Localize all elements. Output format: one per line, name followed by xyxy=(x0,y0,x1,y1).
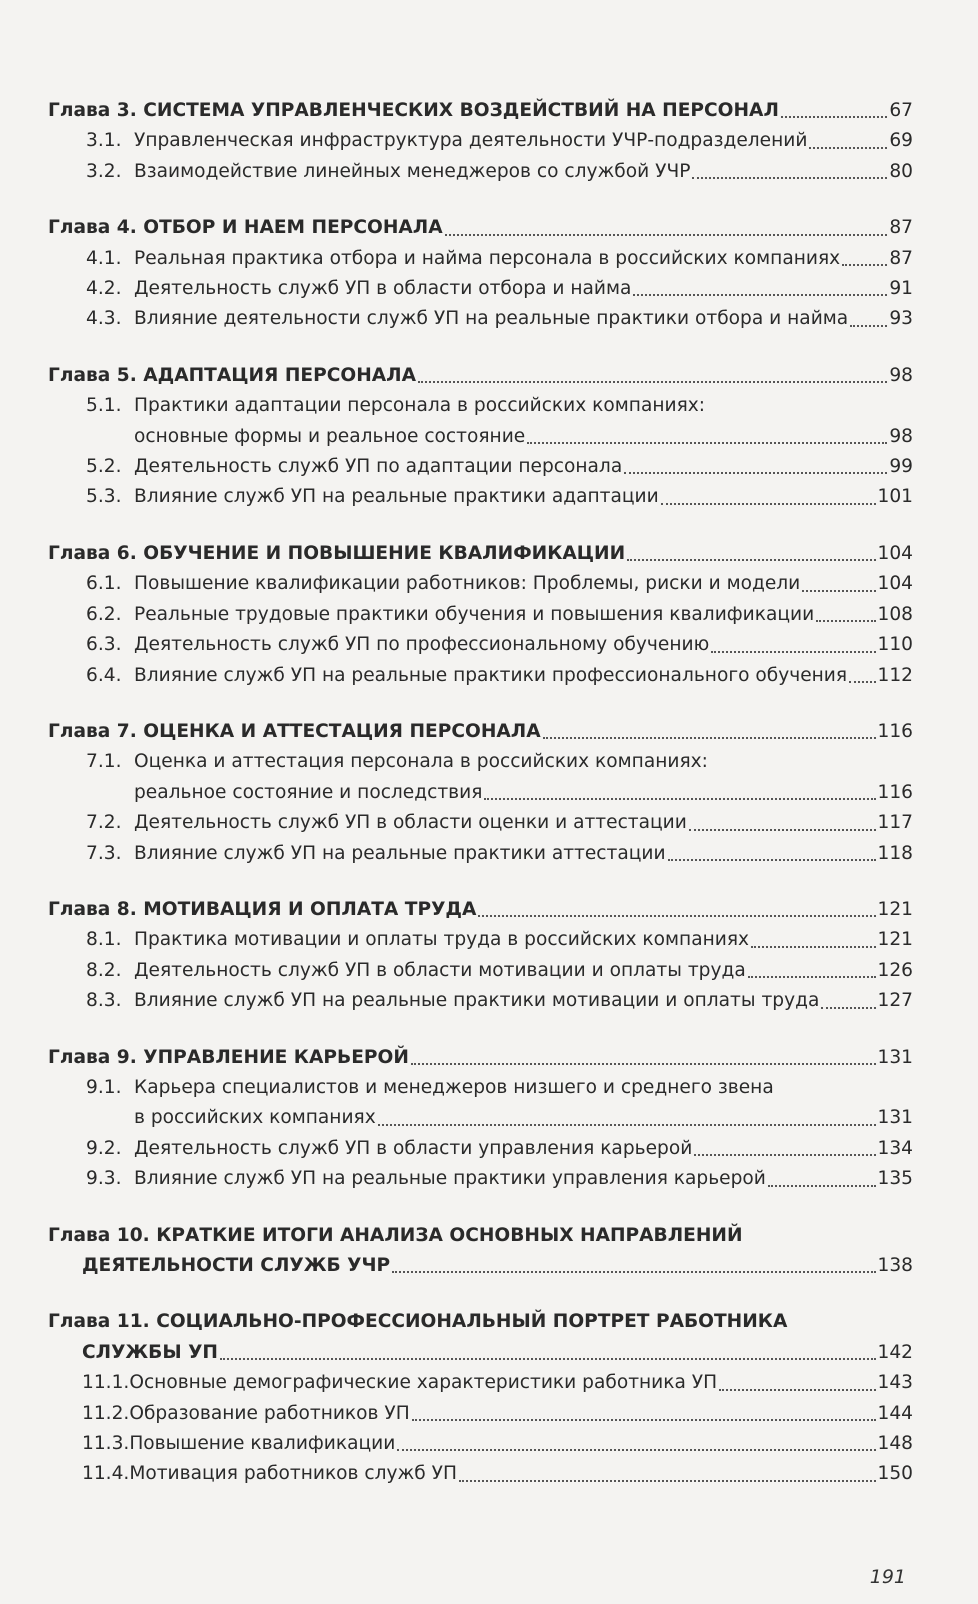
toc-section xyxy=(48,452,913,482)
toc-section xyxy=(48,600,913,630)
section-num: 4.3. xyxy=(86,308,122,330)
chapter-title-cont: СЛУЖБЫ УП xyxy=(82,1341,218,1363)
section-num: 7.1. xyxy=(86,751,122,773)
chapter-title: Глава 4. ОТБОР И НАЕМ ПЕРСОНАЛА xyxy=(48,217,443,239)
dot-leader xyxy=(220,1358,876,1360)
toc-chapter xyxy=(48,539,913,691)
section-num: 4.2. xyxy=(86,278,122,300)
section-title-cont: в российских компаниях xyxy=(134,1107,376,1129)
section-title: Деятельность служб УП в области мотивации и оплаты труда xyxy=(134,959,746,981)
section-page: 143 xyxy=(877,1372,913,1394)
dot-leader xyxy=(748,976,876,978)
section-page: 118 xyxy=(877,842,913,864)
section-title-cont: реальное состояние и последствия xyxy=(134,781,483,803)
section-page: 87 xyxy=(889,247,913,269)
toc-section xyxy=(48,1429,913,1459)
chapter-page: 131 xyxy=(877,1046,913,1068)
toc-chapter xyxy=(48,1043,913,1195)
section-page: 116 xyxy=(877,781,913,803)
toc-section xyxy=(48,1073,913,1103)
toc-section xyxy=(48,244,913,274)
section-num: 8.1. xyxy=(86,929,122,951)
dot-leader xyxy=(527,442,887,444)
dot-leader xyxy=(445,234,888,236)
section-title: Взаимодействие линейных менеджеров со службой УЧР xyxy=(134,160,691,182)
section-num: 8.2. xyxy=(86,959,122,981)
chapter-page: 98 xyxy=(889,364,913,386)
chapter-title: Глава 6. ОБУЧЕНИЕ И ПОВЫШЕНИЕ КВАЛИФИКАЦИИ xyxy=(48,542,626,564)
section-title: Основные демографические характеристики работника УП xyxy=(129,1372,718,1394)
section-title: Деятельность служб УП в области оценки и аттестации xyxy=(134,812,687,834)
dot-leader xyxy=(543,737,876,739)
toc-section xyxy=(48,986,913,1016)
section-title: Деятельность служб УП по профессиональному обучению xyxy=(134,634,710,656)
dot-leader xyxy=(849,681,875,683)
toc-chapter-heading xyxy=(48,213,913,243)
toc-section xyxy=(48,1134,913,1164)
section-title: Влияние служб УП на реальные практики мотивации и оплаты труда xyxy=(134,990,820,1012)
section-page: 134 xyxy=(877,1137,913,1159)
section-num: 3.2. xyxy=(86,160,122,182)
section-title: Влияние служб УП на реальные практики адаптации xyxy=(134,486,659,508)
toc-section-cont xyxy=(48,422,913,452)
section-title: Мотивация работников служб УП xyxy=(129,1463,457,1485)
toc-chapter-heading xyxy=(48,717,913,747)
dot-leader xyxy=(484,798,875,800)
toc-chapter xyxy=(48,213,913,335)
dot-leader xyxy=(694,1154,875,1156)
chapter-page: 116 xyxy=(877,720,913,742)
dot-leader xyxy=(711,651,875,653)
section-num: 7.3. xyxy=(86,842,122,864)
toc-chapter xyxy=(48,895,913,1017)
toc-chapter-heading-cont xyxy=(48,1338,913,1368)
page-number: 191 xyxy=(869,1566,906,1588)
section-title: Деятельность служб УП в области отбора и найма xyxy=(134,278,632,300)
section-num: 11.3. xyxy=(82,1433,130,1455)
toc-section xyxy=(48,1368,913,1398)
section-page: 148 xyxy=(877,1433,913,1455)
section-title: Влияние служб УП на реальные практики аттестации xyxy=(134,842,666,864)
dot-leader xyxy=(397,1449,875,1451)
dot-leader xyxy=(478,915,875,917)
section-title: Повышение квалификации xyxy=(129,1433,396,1455)
section-num: 7.2. xyxy=(86,812,122,834)
section-title: Влияние служб УП на реальные практики управления карьерой xyxy=(134,1168,766,1190)
toc-chapter-heading xyxy=(48,1307,913,1337)
section-page: 101 xyxy=(877,486,913,508)
toc-chapter xyxy=(48,96,913,187)
dot-leader xyxy=(624,472,887,474)
toc-chapter xyxy=(48,361,913,513)
section-page: 112 xyxy=(877,664,913,686)
dot-leader xyxy=(781,116,887,118)
section-title: Практика мотивации и оплаты труда в российских компаниях xyxy=(134,929,750,951)
chapter-page: 142 xyxy=(877,1341,913,1363)
toc-chapter xyxy=(48,1307,913,1489)
section-num: 9.1. xyxy=(86,1076,122,1098)
section-page: 131 xyxy=(877,1107,913,1129)
toc-chapter-heading xyxy=(48,1221,913,1251)
toc-section xyxy=(48,747,913,777)
section-page: 150 xyxy=(877,1463,913,1485)
dot-leader xyxy=(809,147,887,149)
section-page: 126 xyxy=(877,959,913,981)
section-title: Реальные трудовые практики обучения и повышения квалификации xyxy=(134,603,815,625)
dot-leader xyxy=(842,264,887,266)
section-num: 11.1. xyxy=(82,1372,130,1394)
dot-leader xyxy=(633,294,887,296)
section-page: 121 xyxy=(877,929,913,951)
dot-leader xyxy=(850,325,887,327)
section-num: 6.2. xyxy=(86,603,122,625)
dot-leader xyxy=(821,1007,875,1009)
toc-section xyxy=(48,569,913,599)
section-page: 91 xyxy=(889,278,913,300)
dot-leader xyxy=(751,946,875,948)
toc-chapter-heading xyxy=(48,895,913,925)
toc-section xyxy=(48,391,913,421)
toc-section xyxy=(48,808,913,838)
dot-leader xyxy=(692,177,887,179)
dot-leader xyxy=(459,1480,876,1482)
toc-section xyxy=(48,839,913,869)
toc-section xyxy=(48,925,913,955)
dot-leader xyxy=(378,1124,876,1126)
toc-chapter-heading xyxy=(48,96,913,126)
section-num: 5.1. xyxy=(86,395,122,417)
section-title: Деятельность служб УП по адаптации персонала xyxy=(134,456,623,478)
section-num: 4.1. xyxy=(86,247,122,269)
chapter-page: 67 xyxy=(889,100,913,121)
toc-section xyxy=(48,1164,913,1194)
section-title: Оценка и аттестация персонала в российских компаниях: xyxy=(134,751,708,773)
section-page: 110 xyxy=(877,634,913,656)
chapter-page: 87 xyxy=(889,217,913,239)
section-title-cont: основные формы и реальное состояние xyxy=(134,425,526,447)
section-title: Практики адаптации персонала в российских компаниях: xyxy=(134,395,706,417)
section-page: 127 xyxy=(877,990,913,1012)
section-num: 11.2. xyxy=(82,1402,130,1424)
toc-section xyxy=(48,157,913,187)
chapter-page: 138 xyxy=(877,1255,913,1276)
chapter-page: 104 xyxy=(877,542,913,564)
section-page: 135 xyxy=(877,1168,913,1190)
section-num: 5.2. xyxy=(86,456,122,478)
toc-section xyxy=(48,126,913,156)
section-page: 108 xyxy=(877,603,913,625)
toc-section-cont xyxy=(48,778,913,808)
section-page: 117 xyxy=(877,812,913,834)
section-page: 80 xyxy=(889,160,913,182)
section-title: Влияние служб УП на реальные практики профессионального обучения xyxy=(134,664,848,686)
dot-leader xyxy=(802,590,875,592)
chapter-title: Глава 8. МОТИВАЦИЯ И ОПЛАТА ТРУДА xyxy=(48,898,477,920)
chapter-page: 121 xyxy=(877,898,913,920)
dot-leader xyxy=(627,559,875,561)
chapter-title: Глава 10. КРАТКИЕ ИТОГИ АНАЛИЗА ОСНОВНЫХ НАПРАВЛЕНИЙ xyxy=(48,1224,743,1246)
toc-chapter-heading xyxy=(48,539,913,569)
section-num: 6.1. xyxy=(86,573,122,595)
section-page: 93 xyxy=(889,308,913,330)
dot-leader xyxy=(689,829,876,831)
section-num: 9.3. xyxy=(86,1168,122,1190)
section-page: 98 xyxy=(889,425,913,447)
toc-chapter-heading xyxy=(48,1043,913,1073)
dot-leader xyxy=(668,859,876,861)
toc-section xyxy=(48,304,913,334)
section-title: Образование работников УП xyxy=(129,1402,410,1424)
chapter-title-cont: ДЕЯТЕЛЬНОСТИ СЛУЖБ УЧР xyxy=(82,1255,391,1276)
toc-section xyxy=(48,274,913,304)
chapter-title: Глава 3. СИСТЕМА УПРАВЛЕНЧЕСКИХ ВОЗДЕЙСТВИЙ НА ПЕРСОНАЛ xyxy=(48,100,779,121)
dot-leader xyxy=(768,1185,876,1187)
section-num: 9.2. xyxy=(86,1137,122,1159)
dot-leader xyxy=(412,1419,876,1421)
toc-section xyxy=(48,1459,913,1489)
section-title: Повышение квалификации работников: Проблемы, риски и модели xyxy=(134,573,801,595)
section-num: 6.4. xyxy=(86,664,122,686)
toc-chapter-heading xyxy=(48,361,913,391)
toc-section xyxy=(48,1399,913,1429)
section-title: Деятельность служб УП в области управления карьерой xyxy=(134,1137,693,1159)
dot-leader xyxy=(816,620,875,622)
dot-leader xyxy=(418,381,887,383)
section-title: Влияние деятельности служб УП на реальные практики отбора и найма xyxy=(134,308,849,330)
section-num: 3.1. xyxy=(86,130,122,152)
chapter-title: Глава 7. ОЦЕНКА И АТТЕСТАЦИЯ ПЕРСОНАЛА xyxy=(48,720,541,742)
section-num: 11.4. xyxy=(82,1463,130,1485)
toc-section-cont xyxy=(48,1103,913,1133)
section-num: 6.3. xyxy=(86,634,122,656)
toc-section xyxy=(48,630,913,660)
chapter-title: Глава 5. АДАПТАЦИЯ ПЕРСОНАЛА xyxy=(48,364,416,386)
section-page: 69 xyxy=(889,130,913,152)
section-page: 104 xyxy=(877,573,913,595)
toc-section xyxy=(48,956,913,986)
section-page: 144 xyxy=(877,1402,913,1424)
toc-chapter xyxy=(48,717,913,869)
table-of-contents xyxy=(48,96,913,1516)
section-num: 8.3. xyxy=(86,990,122,1012)
toc-chapter-heading-cont xyxy=(48,1251,913,1281)
chapter-title: Глава 11. СОЦИАЛЬНО-ПРОФЕССИОНАЛЬНЫЙ ПОРТРЕТ РАБОТНИКА xyxy=(48,1311,788,1333)
section-title: Управленческая инфраструктура деятельности УЧР-подразделений xyxy=(134,130,808,152)
dot-leader xyxy=(392,1271,875,1273)
section-num: 5.3. xyxy=(86,486,122,508)
chapter-title: Глава 9. УПРАВЛЕНИЕ КАРЬЕРОЙ xyxy=(48,1046,409,1068)
section-title: Карьера специалистов и менеджеров низшего и среднего звена xyxy=(134,1076,774,1098)
section-title: Реальная практика отбора и найма персонала в российских компаниях xyxy=(134,247,841,269)
dot-leader xyxy=(411,1063,876,1065)
dot-leader xyxy=(661,503,876,505)
section-page: 99 xyxy=(889,456,913,478)
toc-section xyxy=(48,661,913,691)
toc-section xyxy=(48,482,913,512)
toc-chapter xyxy=(48,1221,913,1282)
dot-leader xyxy=(719,1389,875,1391)
